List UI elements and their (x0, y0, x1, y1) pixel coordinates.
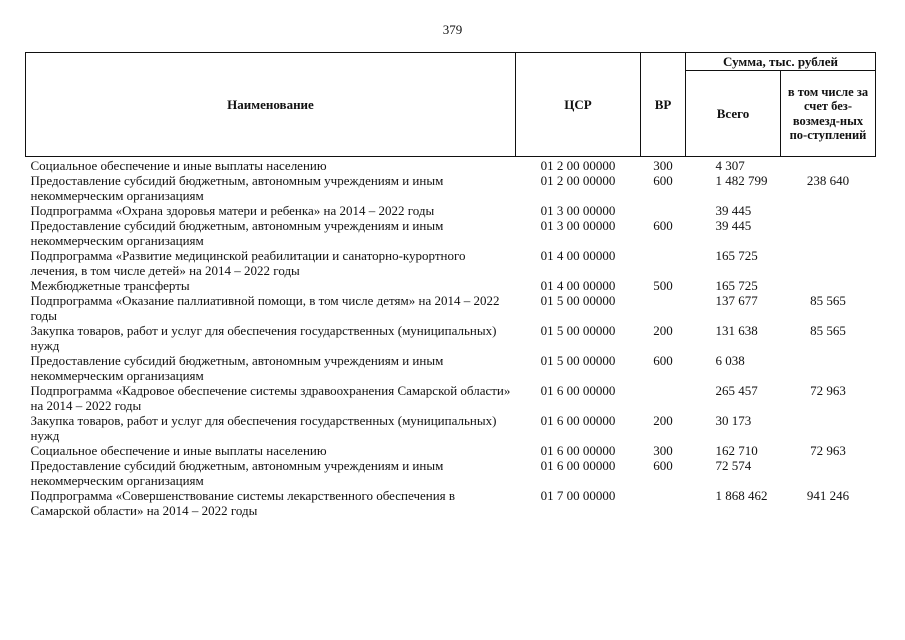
cell-total: 39 445 (715, 203, 752, 218)
cell-vr: 600 (653, 353, 673, 368)
cell-vr: 200 (653, 413, 673, 428)
header-total: Всего (686, 71, 781, 157)
table-row (26, 323, 876, 353)
cell-vr (641, 293, 686, 323)
cell-name: Подпрограмма «Оказание паллиативной помощи, в том числе детям» на 2014 – 2022 годы (30, 293, 500, 323)
header-sum: Сумма, тыс. рублей (686, 53, 876, 71)
table-row (26, 218, 876, 248)
cell-total: 137 677 (715, 293, 758, 308)
cell-incl (781, 248, 876, 278)
budget-table-page (25, 52, 875, 518)
cell-csr: 01 3 00 00000 (540, 218, 616, 233)
cell-total: 1 868 462 (715, 488, 768, 503)
cell-total: 165 725 (715, 248, 758, 263)
cell-incl (781, 278, 876, 293)
cell-incl (781, 458, 876, 488)
cell-total: 6 038 (715, 353, 745, 368)
cell-vr (641, 203, 686, 218)
cell-csr: 01 4 00 00000 (540, 278, 616, 293)
cell-csr: 01 6 00 00000 (540, 413, 616, 428)
cell-total: 165 725 (715, 278, 758, 293)
cell-name: Предоставление субсидий бюджетным, автономным учреждениям и иным некоммерческим организациям (30, 218, 444, 248)
table-body (26, 157, 876, 519)
cell-csr: 01 4 00 00000 (540, 248, 616, 263)
header-vr: ВР (641, 53, 686, 157)
cell-total: 30 173 (715, 413, 752, 428)
table-row (26, 443, 876, 458)
cell-total: 4 307 (715, 158, 745, 173)
table-row (26, 458, 876, 488)
cell-total: 131 638 (715, 323, 758, 338)
table-row (26, 353, 876, 383)
cell-name: Межбюджетные трансферты (30, 278, 190, 293)
cell-vr (641, 488, 686, 518)
cell-incl (781, 413, 876, 443)
table-row (26, 278, 876, 293)
cell-name: Подпрограмма «Совершенствование системы лекарственного обеспечения в Самарской области» на 2014 – 2022 годы (30, 488, 456, 518)
header-name: Наименование (26, 53, 516, 157)
cell-name: Подпрограмма «Развитие медицинской реабилитации и санаторно-курортного лечения, в том числе детей» на 2014 – 2022 годы (30, 248, 466, 278)
cell-name: Предоставление субсидий бюджетным, автономным учреждениям и иным некоммерческим организациям (30, 173, 444, 203)
cell-vr: 600 (653, 173, 673, 188)
cell-total: 39 445 (715, 218, 752, 233)
cell-name: Социальное обеспечение и иные выплаты населению (30, 158, 327, 173)
cell-incl (781, 157, 876, 174)
table-row (26, 383, 876, 413)
cell-csr: 01 5 00 00000 (540, 353, 616, 368)
cell-incl (781, 218, 876, 248)
cell-total: 72 574 (715, 458, 752, 473)
cell-name: Подпрограмма «Кадровое обеспечение системы здравоохранения Самарской области» на 2014 – 2022 годы (30, 383, 511, 413)
cell-vr (641, 383, 686, 413)
cell-name: Закупка товаров, работ и услуг для обеспечения государственных (муниципальных) нужд (30, 413, 497, 443)
cell-incl (781, 353, 876, 383)
cell-incl (781, 203, 876, 218)
cell-total: 265 457 (715, 383, 758, 398)
cell-incl: 72 963 (810, 443, 846, 458)
cell-vr: 200 (653, 323, 673, 338)
cell-name: Подпрограмма «Охрана здоровья матери и ребенка» на 2014 – 2022 годы (30, 203, 435, 218)
cell-total: 1 482 799 (715, 173, 768, 188)
table-row (26, 173, 876, 203)
header-csr: ЦСР (516, 53, 641, 157)
cell-vr (641, 248, 686, 278)
cell-csr: 01 5 00 00000 (540, 293, 616, 308)
cell-name: Закупка товаров, работ и услуг для обеспечения государственных (муниципальных) нужд (30, 323, 497, 353)
cell-csr: 01 2 00 00000 (540, 173, 616, 188)
cell-vr: 600 (653, 218, 673, 233)
table-row (26, 488, 876, 518)
cell-vr: 300 (653, 158, 673, 173)
cell-incl: 941 246 (806, 488, 850, 503)
cell-csr: 01 6 00 00000 (540, 443, 616, 458)
table-row (26, 157, 876, 174)
cell-csr: 01 5 00 00000 (540, 323, 616, 338)
table-row (26, 248, 876, 278)
page-number: 379 (442, 22, 463, 37)
cell-incl: 72 963 (810, 383, 846, 398)
cell-csr: 01 7 00 00000 (540, 488, 616, 503)
cell-csr: 01 6 00 00000 (540, 383, 616, 398)
header-incl: в том числе за счет без-возмезд-ных по-ступлений (781, 71, 876, 157)
cell-vr: 600 (653, 458, 673, 473)
cell-total: 162 710 (715, 443, 758, 458)
cell-vr: 500 (653, 278, 673, 293)
cell-vr: 300 (653, 443, 673, 458)
table-row (26, 413, 876, 443)
cell-csr: 01 2 00 00000 (540, 158, 616, 173)
table-header (26, 53, 876, 157)
cell-incl: 85 565 (810, 323, 846, 338)
cell-incl: 238 640 (806, 173, 850, 188)
budget-table (25, 52, 876, 518)
cell-csr: 01 6 00 00000 (540, 458, 616, 473)
cell-name: Предоставление субсидий бюджетным, автономным учреждениям и иным некоммерческим организациям (30, 458, 444, 488)
cell-name: Предоставление субсидий бюджетным, автономным учреждениям и иным некоммерческим организациям (30, 353, 444, 383)
table-row (26, 293, 876, 323)
table-row (26, 203, 876, 218)
cell-csr: 01 3 00 00000 (540, 203, 616, 218)
cell-name: Социальное обеспечение и иные выплаты населению (30, 443, 327, 458)
cell-incl: 85 565 (810, 293, 846, 308)
